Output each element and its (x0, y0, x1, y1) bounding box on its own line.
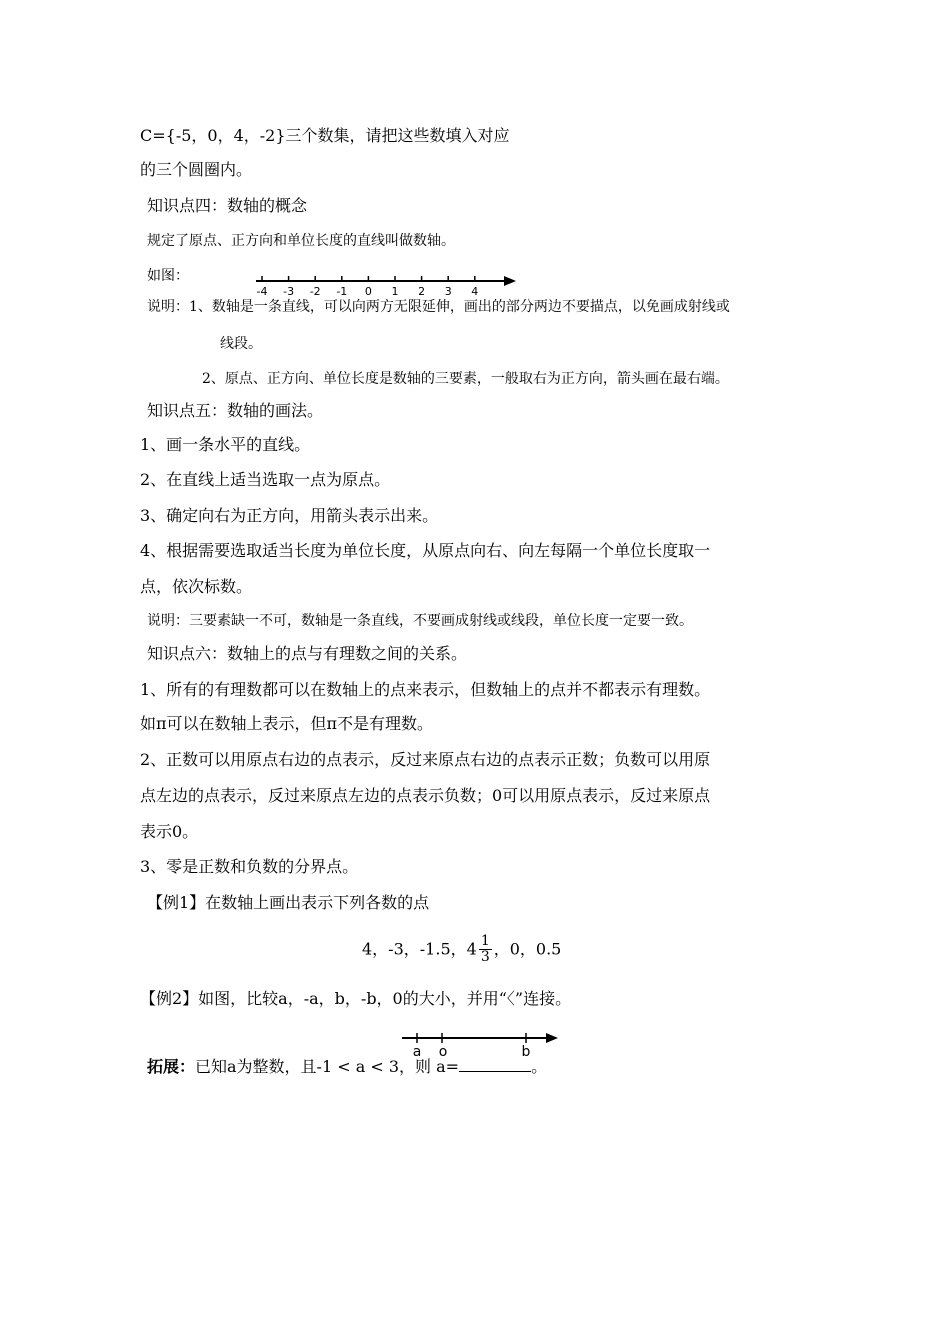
text-line-2: 的三个圆圈内。 (140, 160, 253, 179)
example-1-numbers-after: ，0，0.5 (493, 939, 562, 959)
kp6-point-2a: 2、正数可以用原点右边的点表示，反过来原点右边的点表示正数；负数可以用原 (140, 750, 711, 769)
axis-tick-label: 4 (471, 285, 479, 298)
example-1: 【例1】在数轴上画出表示下列各数的点 (147, 893, 430, 912)
answer-blank[interactable] (459, 1057, 531, 1072)
kp6-title: 知识点六：数轴上的点与有理数之间的关系。 (147, 644, 468, 663)
kp4-note-1b: 线段。 (220, 336, 262, 352)
kp4-note-2: 2、原点、正方向、单位长度是数轴的三要素，一般取右为正方向，箭头画在最右端。 (202, 371, 729, 387)
fraction-denominator: 3 (480, 949, 490, 965)
label-b: b (521, 1044, 531, 1060)
kp5-step-3: 3、确定向右为正方向，用箭头表示出来。 (140, 506, 439, 525)
kp6-point-2c: 表示0。 (140, 822, 199, 841)
mixed-number-whole: 4 (466, 939, 477, 959)
axis-tick-label: -1 (336, 285, 348, 298)
axis-arrowhead (504, 276, 516, 286)
extension-label: 拓展： (147, 1057, 196, 1076)
kp4-figure-label: 如图： (147, 268, 189, 284)
kp5-step-2: 2、在直线上适当选取一点为原点。 (140, 470, 391, 489)
axis-tick-label: 3 (444, 285, 452, 298)
kp5-title: 知识点五：数轴的画法。 (147, 401, 324, 420)
example-1-numbers-before: 4，-3，-1.5， (362, 939, 467, 959)
label-a: a (412, 1044, 422, 1060)
kp5-step-1: 1、画一条水平的直线。 (140, 435, 311, 454)
number-axis-figure (252, 270, 522, 300)
extension-text: 已知a为整数，且-1 < a < 3，则 a= (195, 1057, 460, 1076)
mixed-number-fraction (479, 934, 492, 965)
example-2: 【例2】如图，比较a，-a，b，-b，0的大小，并用“〈”连接。 (140, 989, 572, 1008)
axis-tick-label: 0 (364, 285, 372, 298)
example-1-numbers (362, 930, 561, 968)
example-2-axis-figure (398, 1030, 568, 1060)
axis-tick-label: -3 (283, 285, 295, 298)
extension-end: 。 (531, 1057, 548, 1076)
kp6-point-1a: 1、所有的有理数都可以在数轴上的点来表示，但数轴上的点并不都表示有理数。 (140, 680, 711, 699)
example-2-axis-arrowhead (546, 1033, 558, 1043)
kp5-step-4b: 点，依次标数。 (140, 577, 253, 596)
kp4-title: 知识点四：数轴的概念 (147, 196, 308, 215)
axis-tick-label: 2 (418, 285, 426, 298)
kp5-step-4a: 4、根据需要选取适当长度为单位长度，从原点向右、向左每隔一个单位长度取一 (140, 541, 711, 560)
kp4-note-1a: 说明：1、数轴是一条直线，可以向两方无限延伸，画出的部分两边不要描点，以免画成射线或 (147, 299, 730, 315)
text-line-1: C={-5，0，4，-2}三个数集，请把这些数填入对应 (140, 126, 510, 145)
axis-tick-label: -4 (256, 285, 268, 298)
label-o: o (438, 1044, 448, 1060)
axis-tick-label: 1 (391, 285, 399, 298)
kp5-note: 说明：三要素缺一不可，数轴是一条直线，不要画成射线或线段，单位长度一定要一致。 (147, 613, 693, 629)
axis-tick-label: -2 (309, 285, 321, 298)
kp6-point-3: 3、零是正数和负数的分界点。 (140, 857, 359, 876)
kp6-point-2b: 点左边的点表示，反过来原点左边的点表示负数；0可以用原点表示，反过来原点 (140, 786, 711, 805)
fraction-numerator: 1 (480, 933, 490, 949)
extension-line (147, 1057, 547, 1077)
kp6-point-1b: 如π可以在数轴上表示，但π不是有理数。 (140, 714, 434, 733)
kp4-definition: 规定了原点、正方向和单位长度的直线叫做数轴。 (147, 233, 455, 249)
